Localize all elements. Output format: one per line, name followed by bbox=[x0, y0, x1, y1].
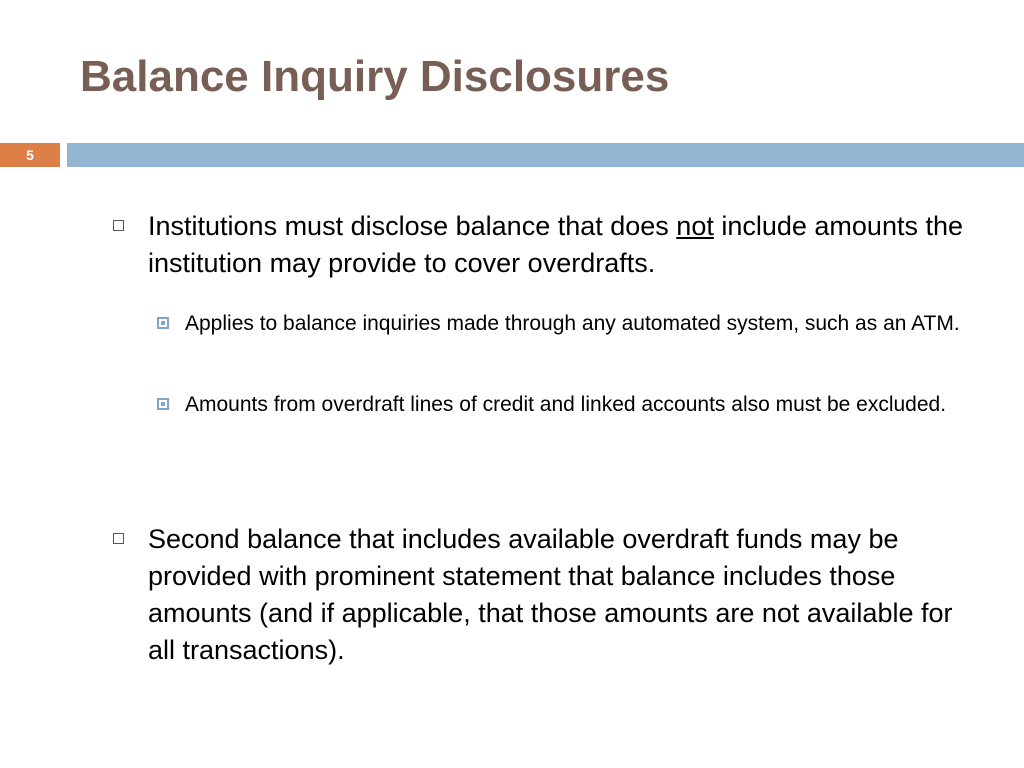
sub-bullet-text-1: Applies to balance inquiries made through any automated system, such as an ATM. bbox=[185, 312, 960, 335]
filled-square-bullet-icon bbox=[157, 317, 169, 329]
filled-square-bullet-icon bbox=[157, 398, 169, 410]
sub-bullet-text-2: Amounts from overdraft lines of credit and linked accounts also must be excluded. bbox=[185, 393, 947, 416]
bullet-text-part: Institutions must disclose balance that does bbox=[148, 211, 677, 241]
sub-bullet-item-1 bbox=[157, 308, 985, 339]
slide-title: Balance Inquiry Disclosures bbox=[80, 52, 670, 101]
bullet-item-1 bbox=[113, 208, 968, 282]
header-bar bbox=[67, 143, 1024, 167]
sub-bullet-item-2 bbox=[157, 389, 985, 420]
bullet-text-part: include amounts the institution may provide to cover overdrafts. bbox=[148, 211, 964, 278]
square-bullet-icon bbox=[113, 533, 124, 544]
bullet-item-2 bbox=[113, 521, 968, 669]
bullet-text-1 bbox=[148, 208, 968, 282]
emphasis-word: not bbox=[676, 211, 714, 241]
square-bullet-icon bbox=[113, 220, 124, 231]
slide-number-badge: 5 bbox=[0, 143, 60, 167]
bullet-text-2: Second balance that includes available overdraft funds may be provided with prominent statement that balance includes those amounts (and if applicable, that those amounts are not available for all transactions). bbox=[148, 524, 953, 665]
